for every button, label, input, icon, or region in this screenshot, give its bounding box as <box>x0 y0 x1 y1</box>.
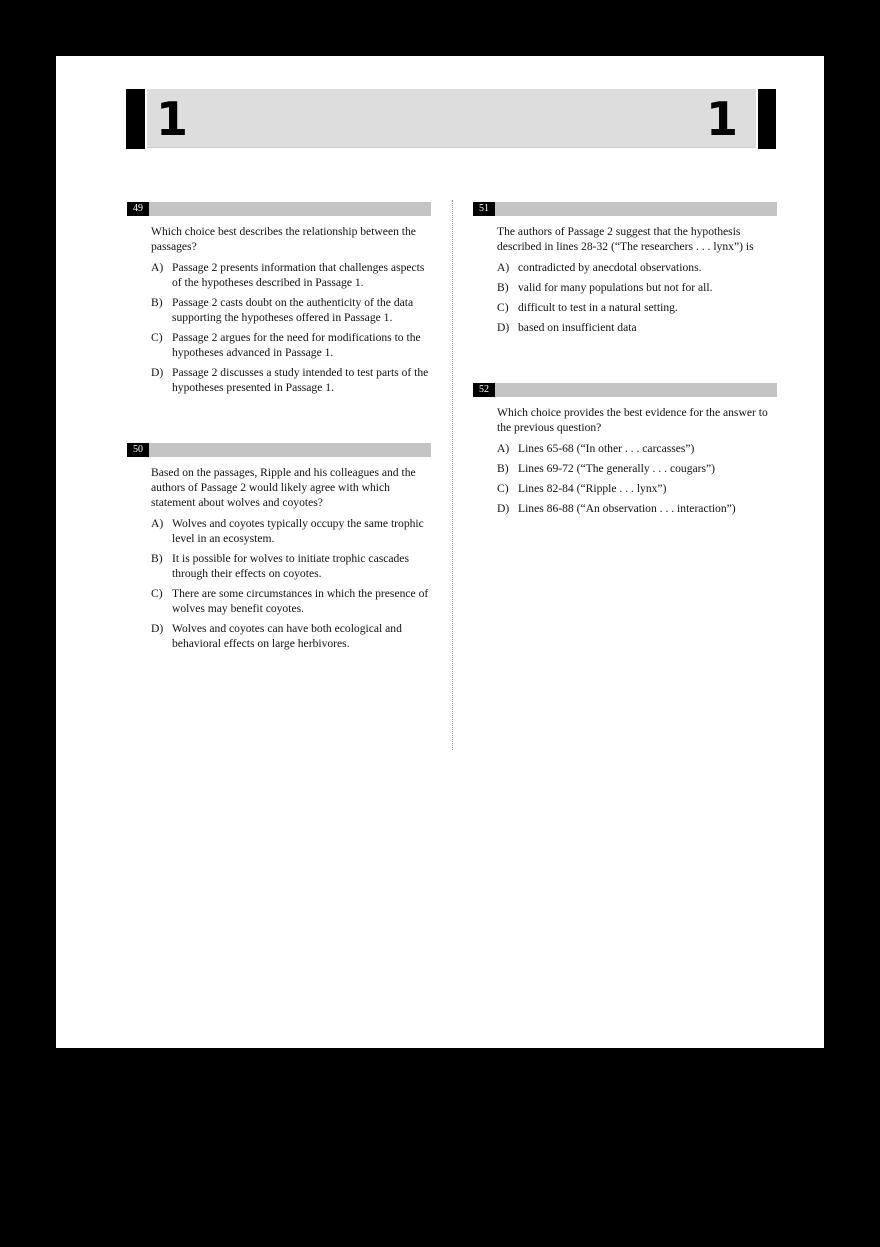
choice-letter: D) <box>151 622 164 635</box>
answer-choice-c[interactable] <box>151 586 431 616</box>
choice-text: It is possible for wolves to initiate trophic cascades through their effects on coyotes. <box>172 552 409 580</box>
answer-choice-a[interactable] <box>151 260 431 290</box>
answer-choices <box>151 260 431 395</box>
answer-choice-a[interactable] <box>151 516 431 546</box>
question-number: 51 <box>473 202 495 216</box>
answer-choice-c[interactable] <box>497 300 777 315</box>
choice-letter: C) <box>151 331 163 344</box>
header-band <box>147 89 756 148</box>
choice-text: Passage 2 casts doubt on the authenticity of the data supporting the hypotheses offered in Passage 1. <box>172 296 414 324</box>
choice-text: Passage 2 presents information that challenges aspects of the hypotheses described in Passage 1. <box>172 261 425 289</box>
choice-text: Lines 69-72 (“The generally . . . cougars”) <box>518 462 716 475</box>
answer-choice-b[interactable] <box>151 551 431 581</box>
choice-letter: C) <box>497 482 509 495</box>
answer-choices <box>497 260 777 335</box>
question-header <box>127 202 431 216</box>
section-number-left: 1 <box>156 92 189 146</box>
column-divider <box>452 200 453 750</box>
choice-text: Passage 2 argues for the need for modifications to the hypotheses advanced in Passage 1. <box>172 331 421 359</box>
choice-letter: C) <box>151 587 163 600</box>
question-52 <box>473 383 777 521</box>
header-bar-left <box>126 89 145 149</box>
choice-text: valid for many populations but not for all. <box>518 281 713 294</box>
header-bar-right <box>758 89 776 149</box>
answer-choices <box>151 516 431 651</box>
question-51 <box>473 202 777 340</box>
choice-text: There are some circumstances in which the presence of wolves may benefit coyotes. <box>172 587 429 615</box>
question-header <box>473 202 777 216</box>
question-stem: The authors of Passage 2 suggest that the hypothesis described in lines 28-32 (“The researchers . . . lynx”) is <box>497 225 754 253</box>
choice-text: Lines 82-84 (“Ripple . . . lynx”) <box>518 482 667 495</box>
question-stem: Based on the passages, Ripple and his colleagues and the authors of Passage 2 would likely agree with which statement about wolves and coyotes? <box>151 466 416 509</box>
answer-choice-b[interactable] <box>497 280 777 295</box>
choice-letter: B) <box>151 552 163 565</box>
answer-choices <box>497 441 777 516</box>
question-number: 50 <box>127 443 149 457</box>
choice-text: Lines 86-88 (“An observation . . . interaction”) <box>518 502 736 515</box>
choice-letter: A) <box>497 442 510 455</box>
question-49 <box>127 202 431 400</box>
choice-letter: D) <box>497 502 510 515</box>
choice-letter: B) <box>151 296 163 309</box>
question-number: 49 <box>127 202 149 216</box>
choice-text: contradicted by anecdotal observations. <box>518 261 702 274</box>
choice-letter: D) <box>151 366 164 379</box>
choice-letter: A) <box>497 261 510 274</box>
answer-choice-c[interactable] <box>151 330 431 360</box>
answer-choice-a[interactable] <box>497 441 777 456</box>
choice-letter: B) <box>497 462 509 475</box>
choice-letter: B) <box>497 281 509 294</box>
choice-text: Passage 2 discusses a study intended to test parts of the hypotheses presented in Passage 1. <box>172 366 429 394</box>
question-header <box>127 443 431 457</box>
answer-choice-d[interactable] <box>151 621 431 651</box>
choice-letter: C) <box>497 301 509 314</box>
answer-choice-b[interactable] <box>151 295 431 325</box>
answer-choice-b[interactable] <box>497 461 777 476</box>
answer-choice-d[interactable] <box>497 320 777 335</box>
section-header <box>126 89 776 149</box>
choice-letter: A) <box>151 261 164 274</box>
choice-letter: A) <box>151 517 164 530</box>
question-stem: Which choice best describes the relationship between the passages? <box>151 225 416 253</box>
question-stem: Which choice provides the best evidence for the answer to the previous question? <box>497 406 768 434</box>
section-number-right: 1 <box>705 92 738 146</box>
choice-text: Lines 65-68 (“In other . . . carcasses”) <box>518 442 695 455</box>
choice-text: based on insufficient data <box>518 321 637 334</box>
answer-choice-a[interactable] <box>497 260 777 275</box>
choice-text: difficult to test in a natural setting. <box>518 301 678 314</box>
choice-text: Wolves and coyotes typically occupy the same trophic level in an ecosystem. <box>172 517 424 545</box>
answer-choice-c[interactable] <box>497 481 777 496</box>
question-50 <box>127 443 431 656</box>
choice-letter: D) <box>497 321 510 334</box>
question-header <box>473 383 777 397</box>
answer-choice-d[interactable] <box>497 501 777 516</box>
choice-text: Wolves and coyotes can have both ecological and behavioral effects on large herbivores. <box>172 622 402 650</box>
answer-choice-d[interactable] <box>151 365 431 395</box>
question-number: 52 <box>473 383 495 397</box>
